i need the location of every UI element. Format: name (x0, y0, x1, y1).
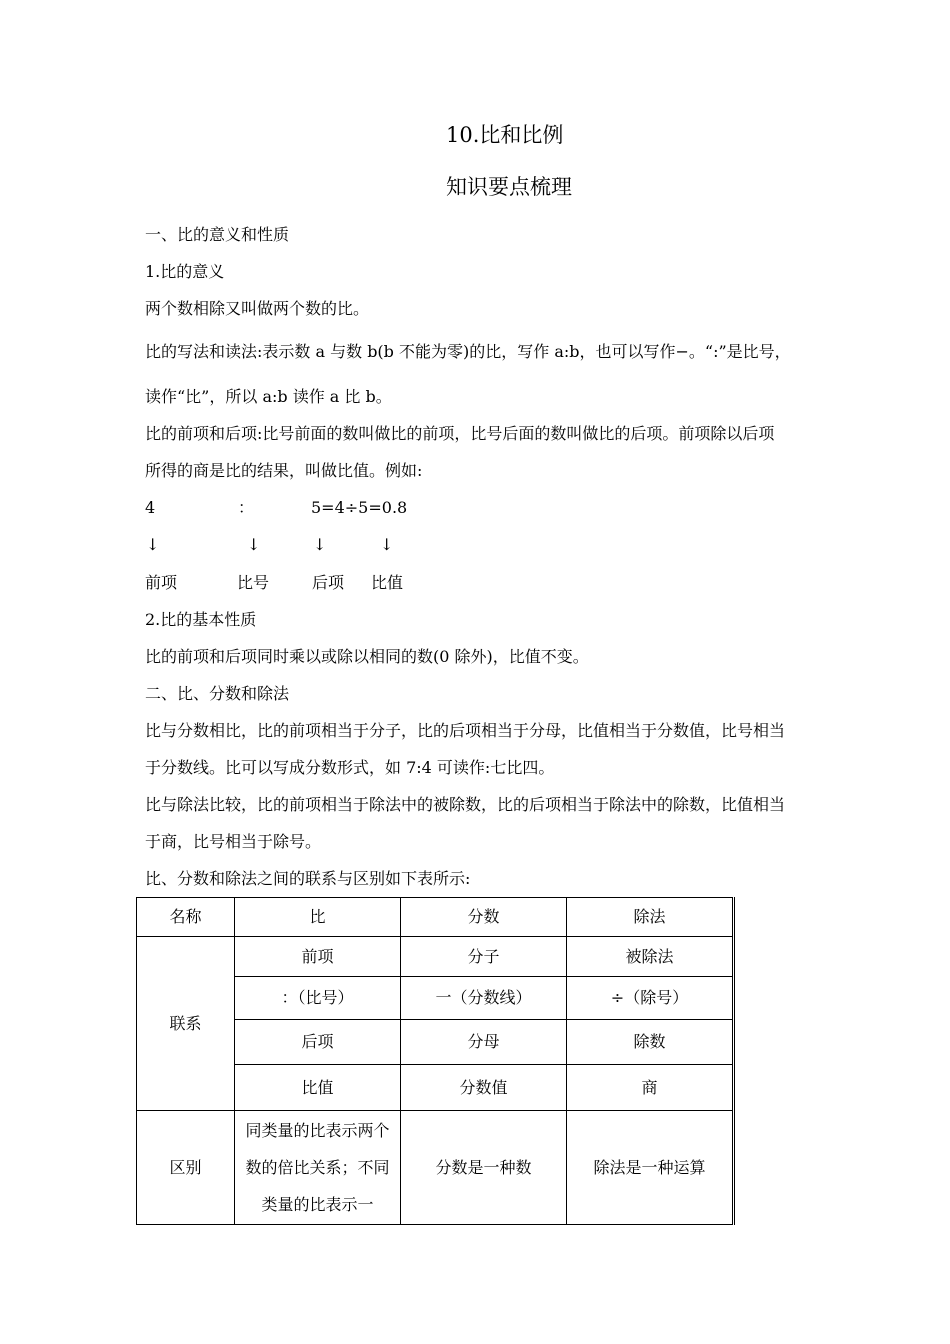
example-label-front: 前项 (145, 573, 178, 592)
table-header-cell: 除法 (567, 898, 734, 937)
page-subtitle: 知识要点梳理 (446, 175, 572, 199)
section2-p3: 比、分数和除法之间的联系与区别如下表所示: (145, 869, 471, 888)
example-front-number: 4 (145, 498, 156, 517)
arrow-down-icon: ↓ (146, 535, 160, 554)
group-label-difference: 区别 (137, 1111, 235, 1225)
table-cell: 除数 (567, 1020, 734, 1065)
section2-heading: 二、比、分数和除法 (145, 684, 290, 703)
comparison-table (136, 897, 735, 1225)
section1-sub1: 1.比的意义 (145, 262, 225, 281)
table-cell: 商 (567, 1065, 734, 1111)
table-cell: 分子 (401, 937, 567, 977)
table-cell: ÷（除号） (567, 977, 734, 1020)
table-cell-wrap (235, 1111, 401, 1225)
section1-p3b: 所得的商是比的结果，叫做比值。例如: (145, 461, 423, 480)
table-row (137, 937, 734, 977)
arrow-down-icon: ↓ (380, 535, 394, 554)
example-label-colon: 比号 (237, 573, 270, 592)
section2-p1b: 于分数线。比可以写成分数形式，如 7:4 可读作:七比四。 (145, 758, 555, 777)
section2-p2a: 比与除法比较，比的前项相当于除法中的被除数，比的后项相当于除法中的除数，比值相当 (145, 795, 786, 814)
page-title: 10.比和比例 (446, 123, 564, 147)
table-header-cell: 名称 (137, 898, 235, 937)
table-cell: 分数值 (401, 1065, 567, 1111)
table-cell: 除法是一种运算 (567, 1111, 734, 1225)
section1-p2b: 读作“比”，所以 a:b 读作 a 比 b。 (145, 387, 392, 406)
section1-p4: 比的前项和后项同时乘以或除以相同的数(0 除外)，比值不变。 (145, 647, 589, 666)
table-cell: 一（分数线） (401, 977, 567, 1020)
section1-p3a: 比的前项和后项:比号前面的数叫做比的前项，比号后面的数叫做比的后项。前项除以后项 (145, 424, 775, 443)
table-cell: 分母 (401, 1020, 567, 1065)
arrow-down-icon: ↓ (313, 535, 327, 554)
section2-p2b: 于商，比号相当于除号。 (145, 832, 322, 851)
example-label-value: 比值 (371, 573, 404, 592)
ratio-difference-text: 同类量的比表示两个数的倍比关系；不同类量的比表示一 (245, 1121, 390, 1214)
table-cell: 比值 (235, 1065, 401, 1111)
group-label-relation: 联系 (137, 937, 235, 1111)
table-header-cell: 分数 (401, 898, 567, 937)
table-cell: 后项 (235, 1020, 401, 1065)
table-cell: 前项 (235, 937, 401, 977)
section1-heading: 一、比的意义和性质 (145, 225, 290, 244)
table-cell: ：（比号） (235, 977, 401, 1020)
section1-p1: 两个数相除又叫做两个数的比。 (145, 299, 370, 318)
example-colon: ： (238, 498, 255, 517)
arrow-down-icon: ↓ (247, 535, 261, 554)
table-header-cell: 比 (235, 898, 401, 937)
example-label-back: 后项 (312, 573, 345, 592)
table-cell: 被除法 (567, 937, 734, 977)
table-header-row (137, 898, 734, 937)
section1-sub2: 2.比的基本性质 (145, 610, 257, 629)
table-row (137, 1111, 734, 1225)
table-cell: 分数是一种数 (401, 1111, 567, 1225)
section2-p1a: 比与分数相比，比的前项相当于分子，比的后项相当于分母，比值相当于分数值，比号相当 (145, 721, 786, 740)
section1-p2a: 比的写法和读法:表示数 a 与数 b(b 不能为零)的比，写作 a:b，也可以写作−。“:”是比号， (145, 342, 791, 361)
example-equation: 5=4÷5=0.8 (311, 498, 408, 517)
